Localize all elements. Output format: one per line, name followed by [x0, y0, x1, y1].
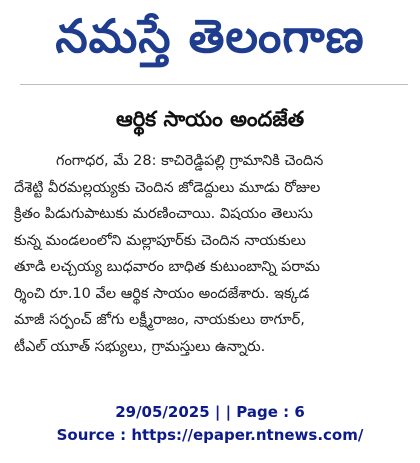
article-line: తూడి లచ్చయ్య బుధవారం బాధిత కుటుంబాన్ని పరామ [14, 259, 320, 275]
article-line: మాజీ సర్పంచ్ జోగు లక్ష్మీరాజం, నాయకులు ఠాగూర్, [14, 312, 305, 328]
article-line: గంగాధర, మే 28: కాచిరెడ్డిపల్లి గ్రామానికి చెందిన [56, 153, 324, 169]
article-body [14, 148, 414, 360]
article-line: ర్శించి రూ.10 వేల ఆర్థిక సాయం అందజేశారు. ఇక్కడ [14, 285, 310, 302]
article-line: క్రితం పిడుగుపాటుకు మరణించాయి. విషయం తెలుసు [14, 206, 313, 222]
newspaper-masthead [0, 0, 420, 72]
article-line: కున్న మండలంలోని మల్లాపూర్‌కు చెందిన నాయకులు [14, 232, 306, 249]
article-line: దేశెట్టి వీరమల్లయ్యకు చెందిన జోడెద్దులు మూడు రోజుల [14, 179, 321, 196]
masthead-divider [20, 84, 408, 85]
footer-source: Source : https://epaper.ntnews.com/ [56, 426, 364, 444]
footer-date-page: 29/05/2025 | | Page : 6 [115, 403, 305, 421]
masthead-title: నమస్తే తెలంగాణ [55, 9, 365, 63]
article-line: టీఎల్ యూత్ సభ్యులు, గ్రామస్తులు ఉన్నారు. [14, 338, 266, 355]
article-headline: ఆర్థిక సాయం అందజేత [115, 107, 305, 131]
